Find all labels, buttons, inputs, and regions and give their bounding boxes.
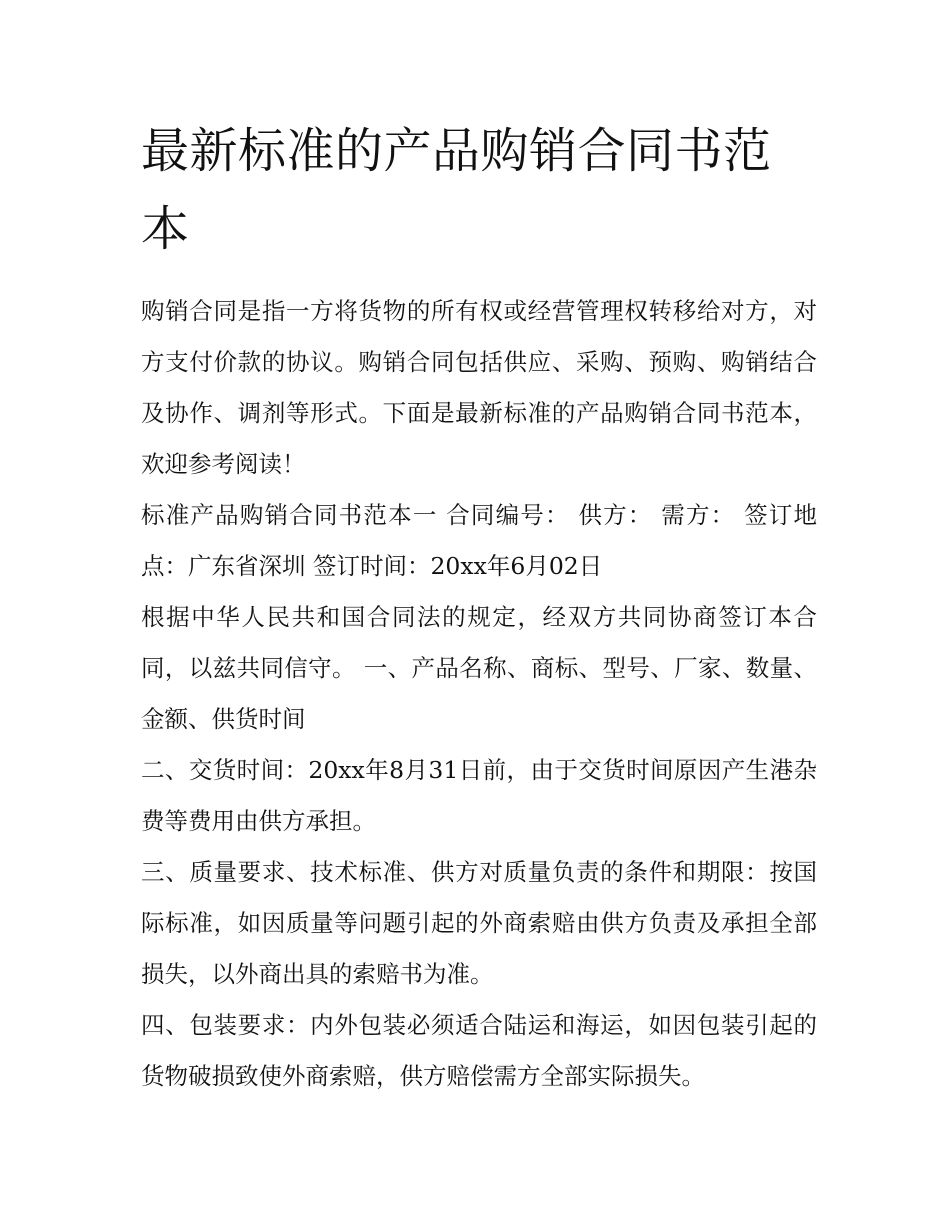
- contract-header-paragraph: 标准产品购销合同书范本一 合同编号： 供方： 需方： 签订地点：广东省深圳 签订时间：20xx年6月02日: [141, 501, 817, 580]
- delivery-time-clause: 二、交货时间：20xx年8月31日前，由于交货时间原因产生港杂费等费用由供方承担。: [141, 756, 817, 835]
- document-body: [141, 112, 817, 1102]
- intro-paragraph: 购销合同是指一方将货物的所有权或经营管理权转移给对方，对方支付价款的协议。购销合同包括供应、采购、预购、购销结合及协作、调剂等形式。下面是最新标准的产品购销合同书范本，欢迎参考阅读！: [141, 297, 817, 478]
- document-title: 最新标准的产品购销合同书范本: [141, 123, 772, 257]
- contract-basis-paragraph: 根据中华人民共和国合同法的规定，经双方共同协商签订本合同，以兹共同信守。 一、产品名称、商标、型号、厂家、数量、金额、供货时间: [141, 603, 817, 733]
- packaging-requirement-clause: 四、包装要求：内外包装必须适合陆运和海运，如因包装引起的货物破损致使外商索赔，供方赔偿需方全部实际损失。: [141, 1011, 817, 1090]
- quality-requirement-clause: 三、质量要求、技术标准、供方对质量负责的条件和期限：按国际标准，如因质量等问题引起的外商索赔由供方负责及承担全部损失，以外商出具的索赔书为准。: [141, 858, 817, 988]
